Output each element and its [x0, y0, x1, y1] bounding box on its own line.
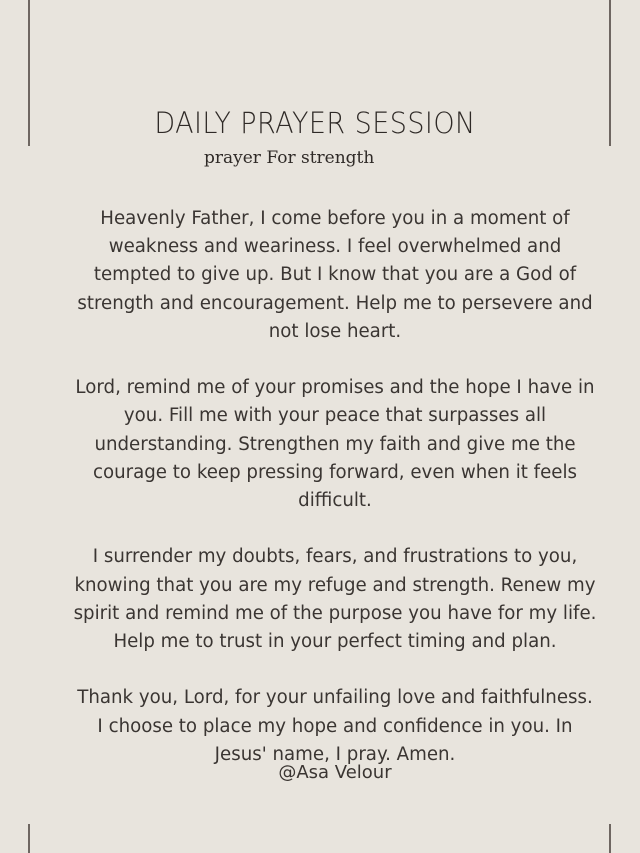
prayer-line: you. Fill me with your peace that surpasses all	[123, 405, 547, 427]
prayer-line: tempted to give up. But I know that you are a God of	[93, 264, 577, 286]
bottom-left-divider-line	[28, 824, 30, 853]
prayer-line: understanding. Strengthen my faith and give me the	[94, 433, 576, 455]
top-right-divider-line	[609, 0, 611, 146]
prayer-line: strength and encouragement. Help me to persevere and	[77, 292, 593, 314]
prayer-body	[40, 205, 630, 769]
prayer-line: Lord, remind me of your promises and the hope I have in	[75, 377, 595, 399]
prayer-line: Thank you, Lord, for your unfailing love and faithfulness.	[77, 687, 593, 709]
prayer-line: spirit and remind me of the purpose you have for my life.	[73, 602, 597, 624]
page-title: DAILY PRAYER SESSION	[154, 106, 476, 140]
prayer-line: I choose to place my hope and confidence in you. In	[97, 715, 573, 737]
prayer-paragraph-2	[40, 374, 630, 515]
author-signature: @Asa Velour	[278, 762, 392, 783]
prayer-paragraph-3	[40, 543, 630, 656]
prayer-line: weakness and weariness. I feel overwhelmed and	[108, 236, 562, 258]
prayer-line: difficult.	[298, 490, 372, 512]
prayer-paragraph-4	[40, 684, 630, 769]
prayer-line: courage to keep pressing forward, even when it feels	[92, 461, 577, 483]
page-subtitle: prayer For strength	[204, 148, 375, 168]
prayer-line: Help me to trust in your perfect timing and plan.	[113, 631, 557, 653]
prayer-line: Jesus' name, I pray. Amen.	[214, 743, 456, 765]
prayer-line: not lose heart.	[268, 320, 402, 342]
bottom-right-divider-line	[609, 824, 611, 853]
prayer-paragraph-1	[40, 205, 630, 346]
prayer-line: I surrender my doubts, fears, and frustrations to you,	[92, 546, 578, 568]
prayer-line: knowing that you are my refuge and strength. Renew my	[74, 574, 596, 596]
prayer-line: Heavenly Father, I come before you in a moment of	[100, 208, 570, 229]
